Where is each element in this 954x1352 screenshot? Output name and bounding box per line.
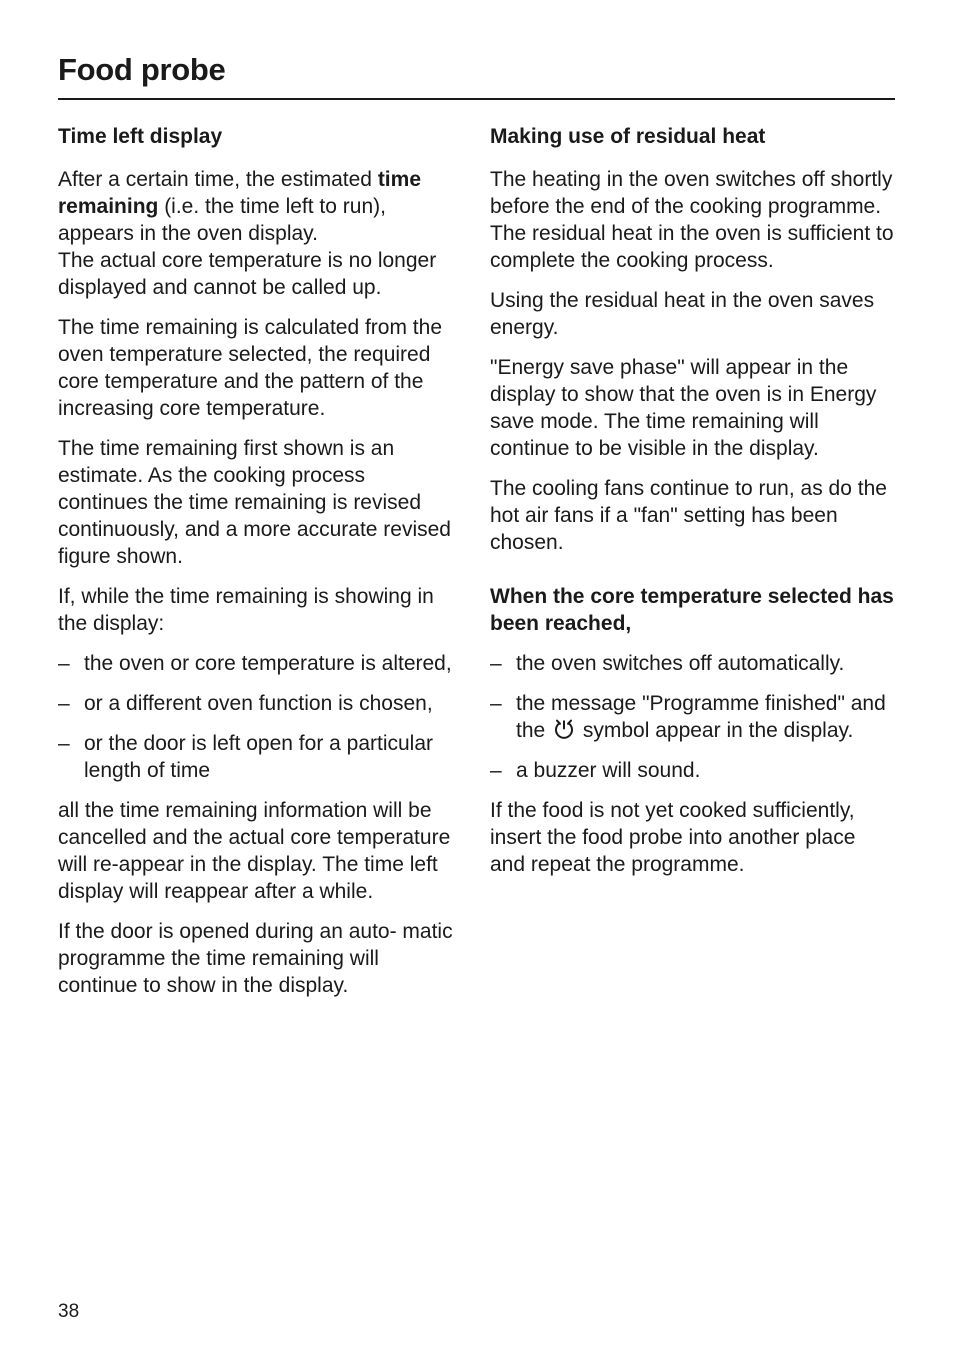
list-dash: – — [58, 692, 70, 715]
conditions-list — [58, 650, 458, 784]
p1-text-c: The actual core temperature is no longer displayed and cannot be called up. — [58, 249, 437, 299]
time-left-paragraph-1 — [58, 166, 458, 301]
list-dash: – — [58, 732, 70, 755]
list-item — [490, 757, 895, 784]
list-item — [490, 690, 895, 744]
reached-actions-list — [490, 650, 895, 784]
list-item — [58, 690, 458, 717]
list-item-text: or a different oven function is chosen, — [84, 692, 433, 715]
left-column — [58, 120, 458, 1012]
time-left-paragraph-6: If the door is opened during an auto- matic programme the time remaining will continue to show in the display. — [58, 920, 453, 997]
p1-text-a: After a certain time, the estimated — [58, 168, 378, 191]
time-left-display-heading: Time left display — [58, 125, 223, 148]
list-dash: – — [58, 652, 70, 675]
page-title: Food probe — [58, 52, 226, 87]
list-item — [58, 730, 458, 784]
residual-heat-paragraph-4: The cooling fans continue to run, as do the hot air fans if a "fan" setting has been chosen. — [490, 477, 887, 554]
list-dash: – — [490, 692, 502, 715]
list-item-text: the oven switches off automatically. — [516, 652, 845, 675]
list-item-text: symbol appear in the display. — [577, 719, 854, 742]
time-left-paragraph-4: If, while the time remaining is showing in the display: — [58, 585, 434, 635]
residual-heat-paragraph-1: The heating in the oven switches off shortly before the end of the cooking programme. The residual heat in the oven is sufficient to complete the cooking process. — [490, 168, 894, 272]
time-remaining-bold: time remaining — [58, 168, 421, 218]
core-temperature-reached-heading: When the core temperature selected has been reached, — [490, 585, 894, 635]
residual-heat-paragraph-5: If the food is not yet cooked sufficiently, insert the food probe into another place and repeat the programme. — [490, 799, 856, 876]
list-item — [490, 650, 895, 677]
list-item-text: a buzzer will sound. — [516, 759, 701, 782]
time-left-paragraph-3: The time remaining first shown is an estimate. As the cooking process continues the time remaining is revised continuously, and a more accurate revised figure shown. — [58, 437, 451, 568]
page-number: 38 — [58, 1301, 80, 1322]
list-item-text: or the door is left open for a particular length of time — [84, 732, 434, 782]
right-column — [490, 120, 895, 891]
list-item-text: the message "Programme finished" and the — [516, 692, 886, 742]
time-left-paragraph-2: The time remaining is calculated from the oven temperature selected, the required core temperature and the pattern of the increasing core temperature. — [58, 316, 442, 420]
residual-heat-paragraph-3: "Energy save phase" will appear in the display to show that the oven is in Energy save mode. The time remaining will continue to be visible in the display. — [490, 356, 877, 460]
list-item — [58, 650, 458, 677]
title-divider — [58, 98, 895, 100]
p1-text-b: (i.e. the time left to run), appears in the oven display. — [58, 195, 386, 245]
list-dash: – — [490, 759, 502, 782]
list-dash: – — [490, 652, 502, 675]
residual-heat-paragraph-2: Using the residual heat in the oven saves energy. — [490, 289, 875, 339]
time-left-paragraph-5: all the time remaining information will be cancelled and the actual core temperature will re-appear in the display. The time left display will reappear after a while. — [58, 799, 451, 903]
residual-heat-heading: Making use of residual heat — [490, 125, 766, 148]
list-item-text: the oven or core temperature is altered, — [84, 652, 452, 675]
timer-clock-icon — [551, 717, 577, 741]
